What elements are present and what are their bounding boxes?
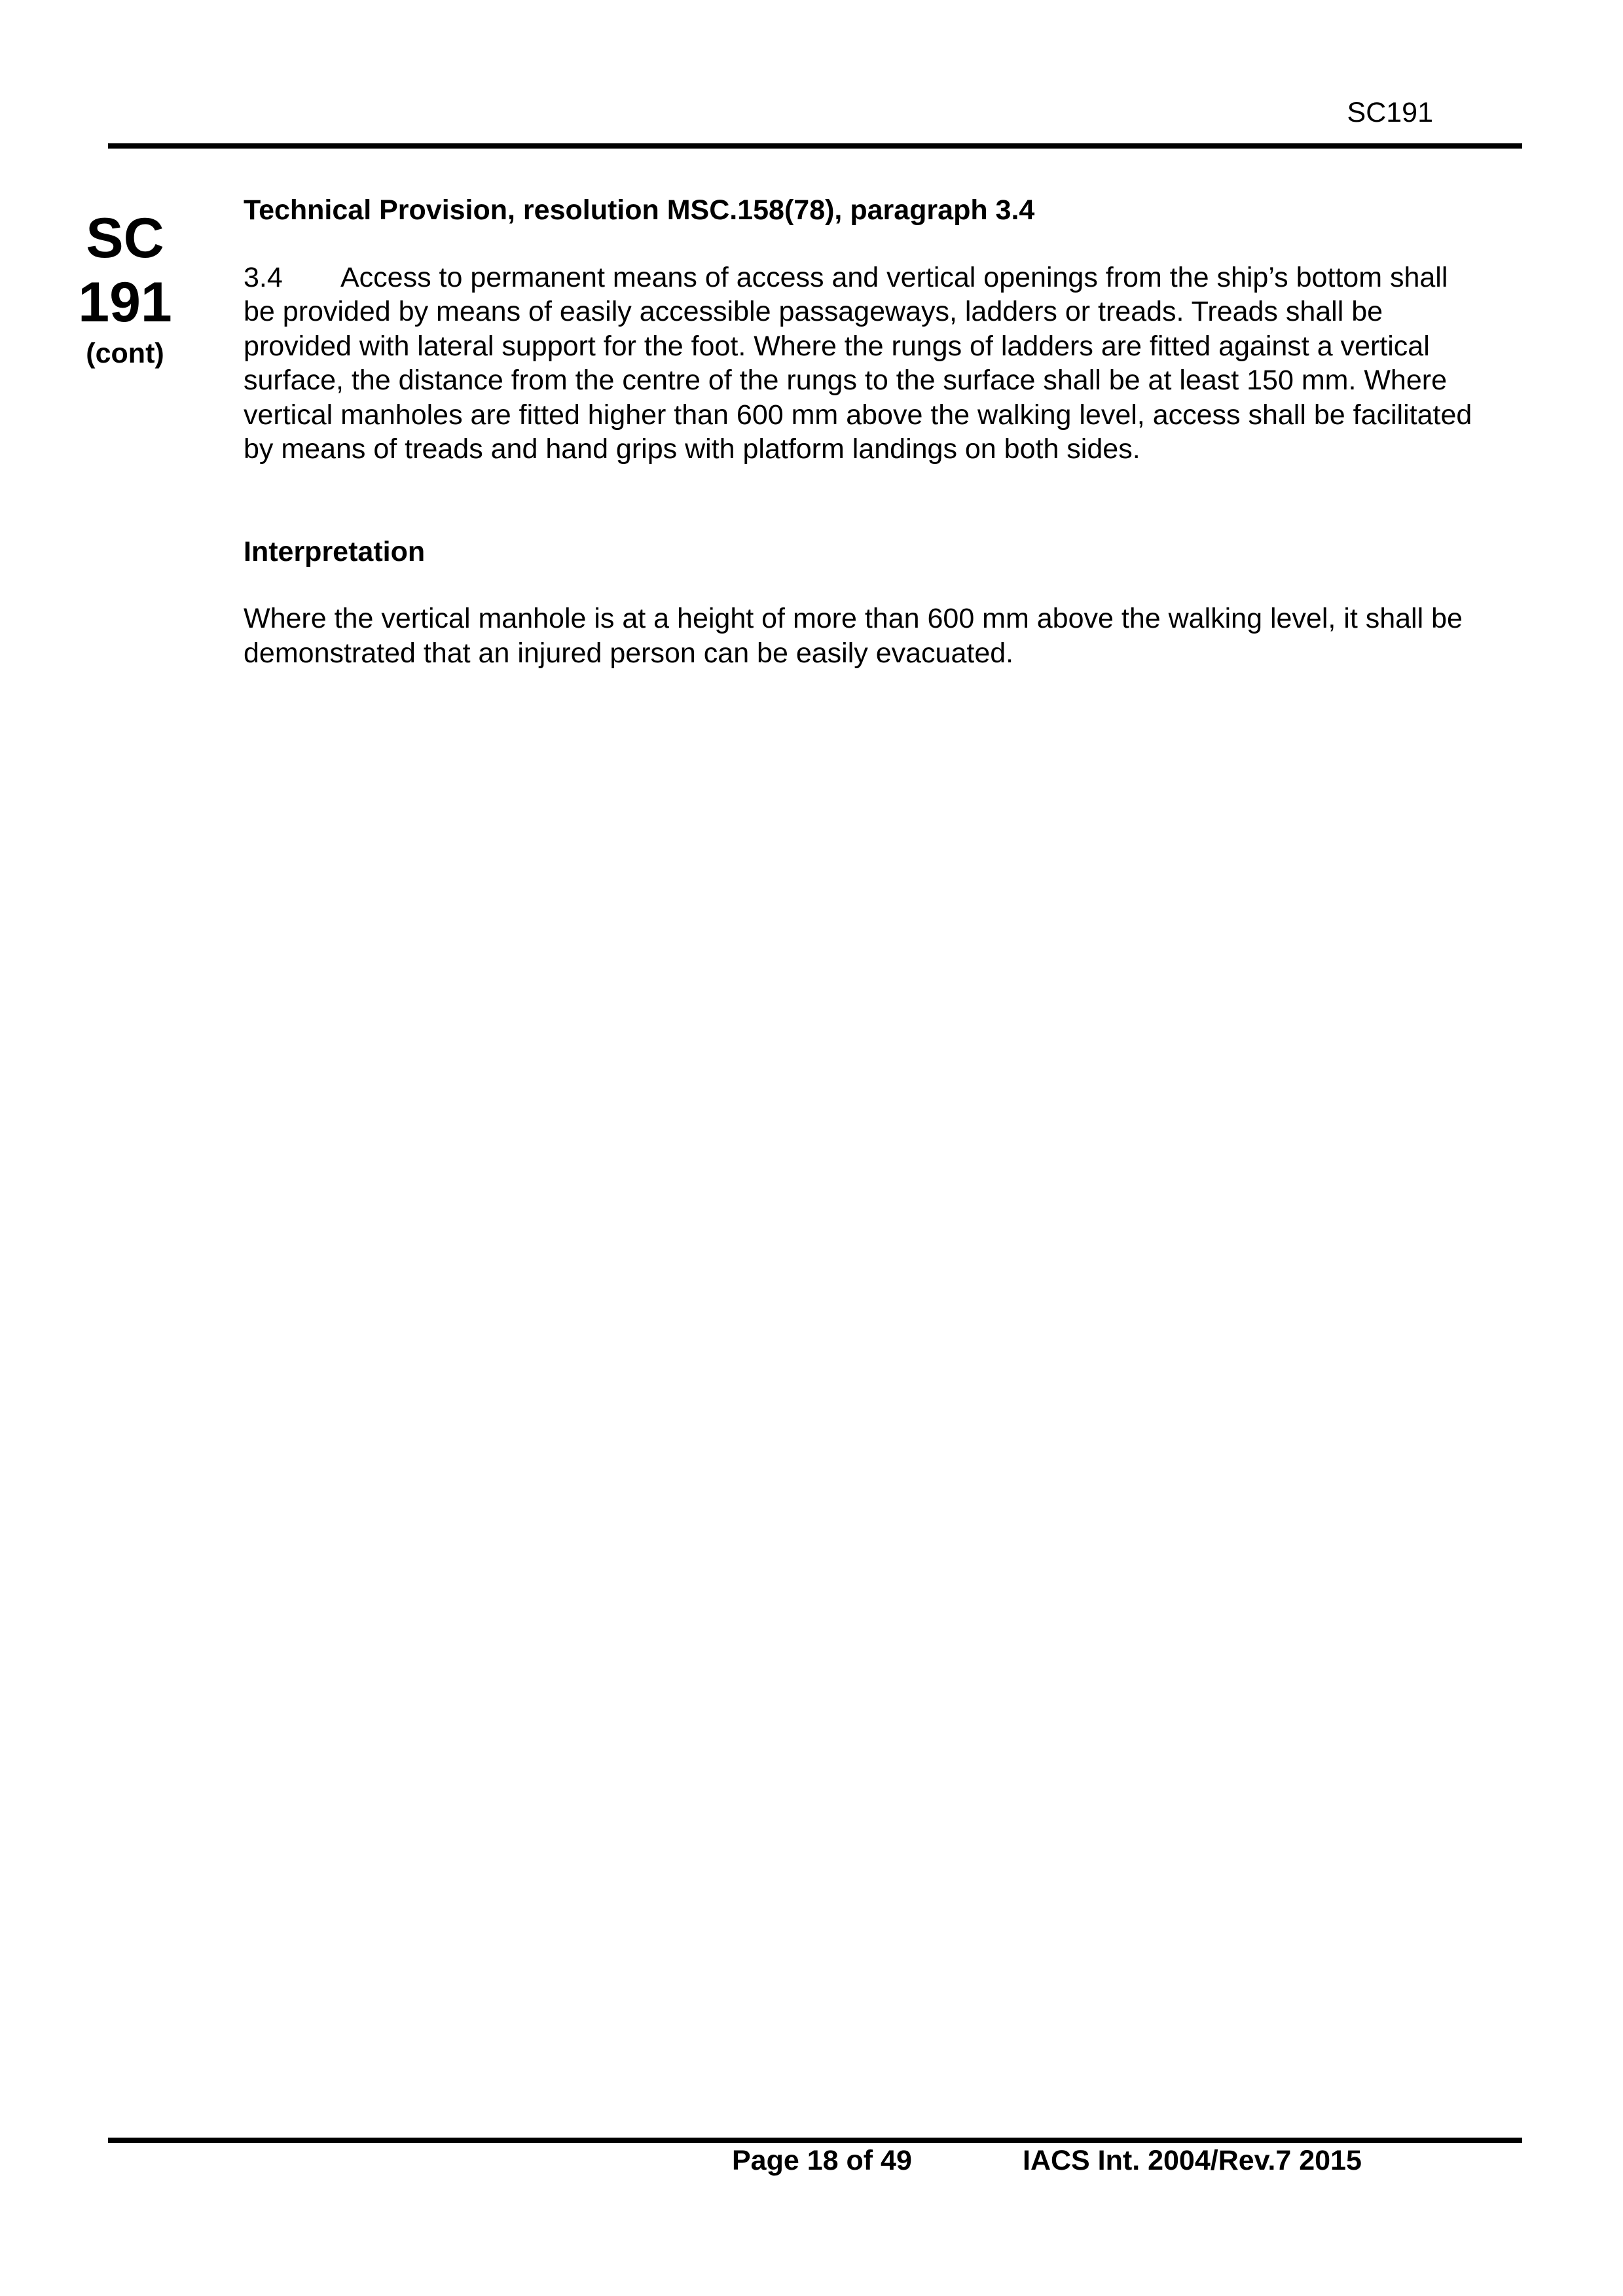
- main-content: [244, 193, 1474, 670]
- header-document-code: SC191: [1347, 97, 1433, 128]
- margin-tag-code: SC: [86, 207, 164, 270]
- margin-tag-cont: (cont): [86, 338, 164, 369]
- margin-tag-number: 191: [78, 271, 172, 334]
- section-heading: Technical Provision, resolution MSC.158(78), paragraph 3.4: [244, 194, 1035, 226]
- header-rule: [108, 143, 1522, 149]
- provision-paragraph: [244, 260, 1474, 467]
- footer-reference: IACS Int. 2004/Rev.7 2015: [1023, 2145, 1362, 2176]
- interpretation-text: Where the vertical manhole is at a height of more than 600 mm above the walking level, it shall be demonstrated that an injured person can be easily evacuated.: [244, 603, 1463, 669]
- paragraph-number: 3.4: [244, 261, 283, 293]
- paragraph-text: Access to permanent means of access and vertical openings from the ship’s bottom shall be provided by means of easily accessible passageways, ladders or treads. Treads shall be provided with lateral support for the foot. Where the rungs of ladders are fitted against a vertical surface, the distance from the centre of the rungs to the surface shall be at least 150 mm. Where vertical manholes are fitted higher than 600 mm above the walking level, access shall be facilitated by means of treads and hand grips with platform landings on both sides.: [244, 261, 1472, 465]
- interpretation-heading: Interpretation: [244, 535, 426, 567]
- margin-tag: [76, 207, 174, 372]
- footer-rule: [108, 2138, 1522, 2143]
- footer-page-number: Page 18 of 49: [732, 2145, 912, 2176]
